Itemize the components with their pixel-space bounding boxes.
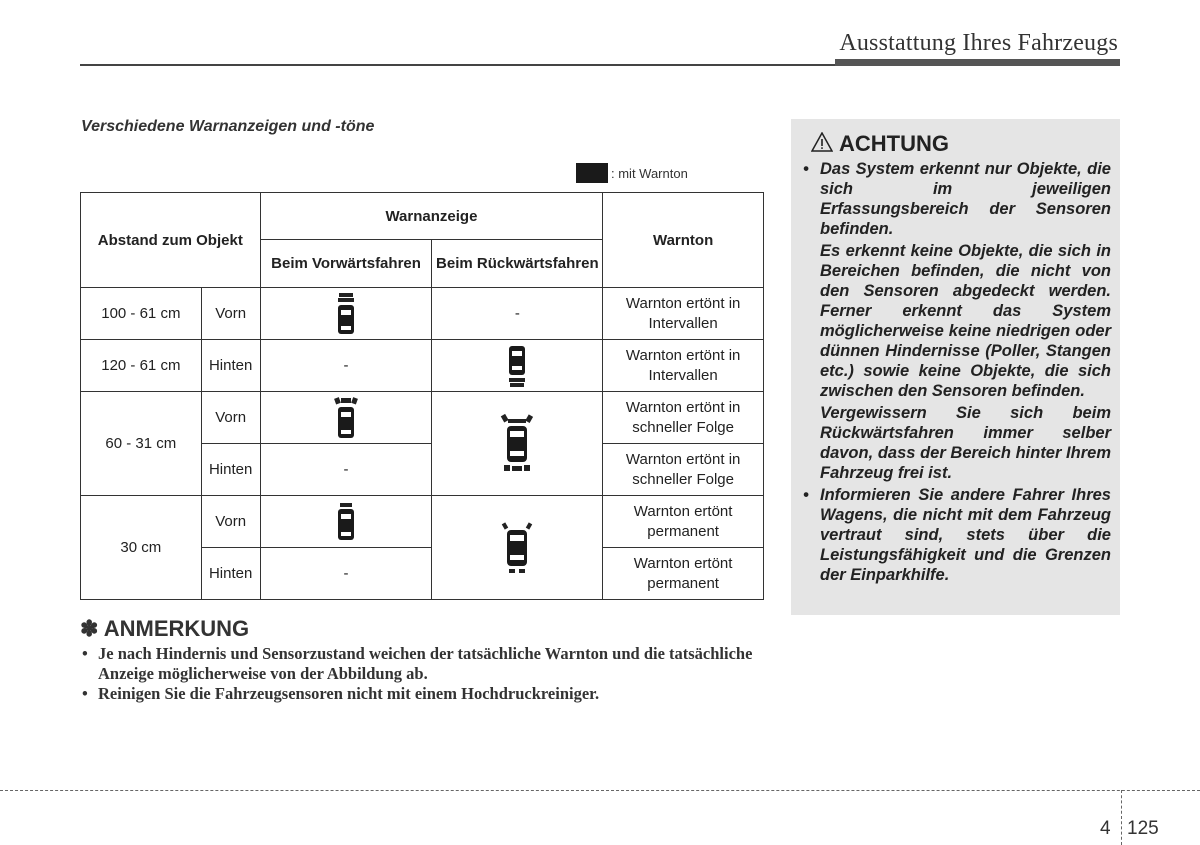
tone-cell: Warnton ertönt in Intervallen xyxy=(603,288,764,340)
header-forward: Beim Vorwärtsfahren xyxy=(260,240,432,288)
header-reverse: Beim Rückwärtsfahren xyxy=(432,240,603,288)
side-cell: Vorn xyxy=(201,392,260,444)
caution-paragraph: • Informieren Sie andere Fahrer Ihres Wagens, die nicht mit dem Fahrzeug vertraut sind, stets über die Leistungsfähigkeit und die Grenzen der Einparkhilfe. xyxy=(820,486,1111,584)
warning-table xyxy=(80,192,764,600)
legend xyxy=(576,163,688,183)
table-row xyxy=(81,340,764,392)
car-all-sensors-near-icon xyxy=(432,520,602,576)
reverse-cell xyxy=(432,392,603,496)
caution-paragraph: • Das System erkennt nur Objekte, die sich im jeweiligen Erfassungsbereich der Sensoren befinden. xyxy=(820,160,1111,238)
distance-cell: 30 cm xyxy=(81,496,202,600)
footer-vertical-divider xyxy=(1121,790,1122,845)
distance-cell: 120 - 61 cm xyxy=(81,340,202,392)
note-title-text: ANMERKUNG xyxy=(103,616,250,641)
forward-cell: - xyxy=(260,444,432,496)
page-number: 125 xyxy=(1127,818,1159,839)
table-row xyxy=(81,392,764,444)
note-title xyxy=(80,616,249,642)
legend-swatch xyxy=(576,163,608,183)
reverse-cell xyxy=(432,496,603,600)
tone-cell: Warnton ertönt in schneller Folge xyxy=(603,392,764,444)
note-list xyxy=(80,644,770,704)
distance-cell: 100 - 61 cm xyxy=(81,288,202,340)
caution-box xyxy=(791,119,1120,615)
table-row xyxy=(81,496,764,548)
forward-cell xyxy=(260,288,432,340)
car-front-sensor-far-icon xyxy=(261,292,432,336)
caution-heading xyxy=(811,131,949,157)
caution-paragraph: Vergewissern Sie sich beim Rückwärtsfahren immer selber davon, dass der Bereich hinter Ihrem Fahrzeug frei ist. xyxy=(820,404,1111,482)
car-all-sensors-mid-icon xyxy=(432,411,602,477)
caution-item xyxy=(803,159,1111,483)
side-cell: Hinten xyxy=(201,444,260,496)
tone-cell: Warnton ertönt in schneller Folge xyxy=(603,444,764,496)
reverse-cell xyxy=(432,340,603,392)
caution-item xyxy=(803,485,1111,585)
header-indicator: Warnanzeige xyxy=(260,193,603,240)
table-row xyxy=(81,288,764,340)
legend-label: : mit Warnton xyxy=(611,165,688,181)
asterisk-icon: ✽ xyxy=(80,616,99,641)
distance-cell: 60 - 31 cm xyxy=(81,392,202,496)
forward-cell xyxy=(260,496,432,548)
forward-cell xyxy=(260,392,432,444)
page-header-title: Ausstattung Ihres Fahrzeugs xyxy=(839,30,1118,56)
reverse-cell: - xyxy=(432,288,603,340)
car-front-sensor-mid-icon xyxy=(261,396,432,440)
tone-cell: Warnton ertönt permanent xyxy=(603,548,764,600)
header-rule xyxy=(80,64,836,66)
side-cell: Hinten xyxy=(201,340,260,392)
chapter-number: 4 xyxy=(1100,818,1111,839)
header-bar xyxy=(835,59,1120,66)
tone-cell: Warnton ertönt in Intervallen xyxy=(603,340,764,392)
caution-title: ACHTUNG xyxy=(839,131,949,156)
car-rear-sensor-far-icon xyxy=(432,344,602,388)
caution-paragraph: Es erkennt keine Objekte, die sich in Bereichen befinden, die nicht von den Sensoren abgedeckt werden. Ferner erkennt das System möglicherweise keine niedrigen oder dünnen Hindernisse (Poller, Stangen etc.) sowie keine Objekte, die sich zwischen den Sensoren befinden. xyxy=(820,242,1111,400)
header-tone: Warnton xyxy=(603,193,764,288)
side-cell: Vorn xyxy=(201,288,260,340)
tone-cell: Warnton ertönt permanent xyxy=(603,496,764,548)
forward-cell: - xyxy=(260,340,432,392)
forward-cell: - xyxy=(260,548,432,600)
warning-triangle-icon xyxy=(811,132,833,157)
note-item: • Je nach Hindernis und Sensorzustand weichen der tatsächliche Warnton und die tatsächliche Anzeige möglicherweise von der Abbildung ab. xyxy=(80,644,770,684)
section-title: Verschiedene Warnanzeigen und -töne xyxy=(81,118,375,135)
header-distance: Abstand zum Objekt xyxy=(81,193,261,288)
caution-list xyxy=(803,159,1111,587)
side-cell: Vorn xyxy=(201,496,260,548)
footer-divider xyxy=(0,790,1200,791)
car-front-sensor-near-icon xyxy=(261,502,432,542)
side-cell: Hinten xyxy=(201,548,260,600)
note-item: • Reinigen Sie die Fahrzeugsensoren nicht mit einem Hochdruckreiniger. xyxy=(80,684,770,704)
